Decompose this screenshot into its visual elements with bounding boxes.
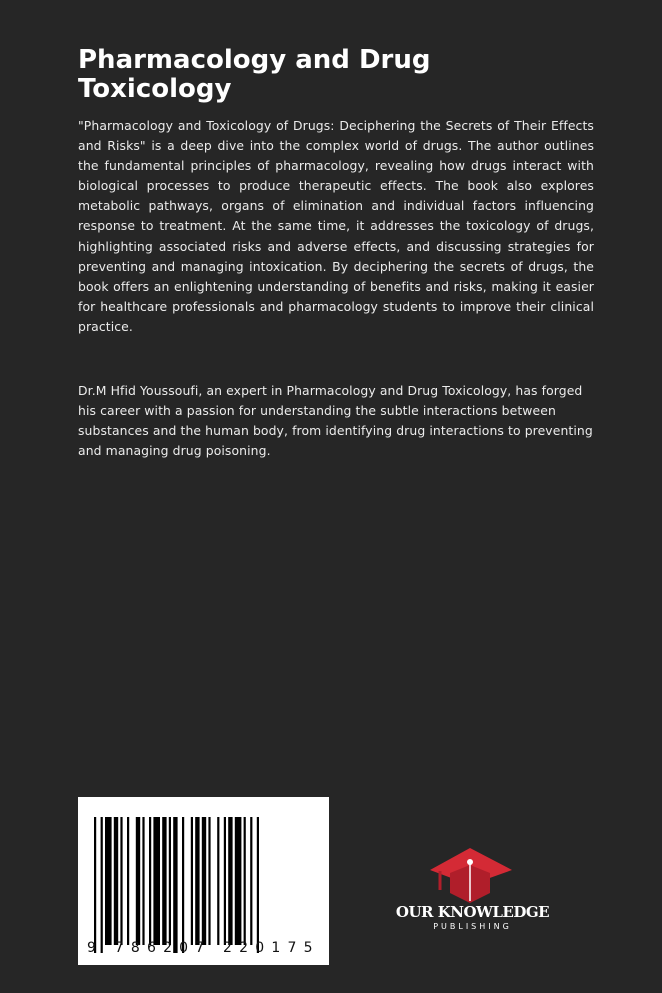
barcode-bar — [217, 817, 219, 945]
graduation-cap-icon — [385, 845, 560, 905]
barcode-bar — [182, 817, 184, 953]
publisher-subtitle: PUBLISHING — [433, 922, 512, 931]
barcode-bar — [244, 817, 246, 945]
barcode-bar — [169, 817, 171, 945]
barcode-bar — [162, 817, 166, 945]
barcode-bar — [208, 817, 210, 945]
barcode-bar — [101, 817, 103, 953]
barcode-bar — [173, 817, 177, 953]
publisher-name: OUR KNOWLEDGE — [395, 903, 550, 921]
book-title: Pharmacology and Drug Toxicology — [78, 45, 431, 104]
isbn-number: 9 786207 220175 — [87, 940, 320, 956]
barcode-bar — [191, 817, 193, 945]
publisher-logo — [385, 845, 560, 935]
barcode-bar — [105, 817, 112, 945]
isbn-barcode — [78, 797, 329, 965]
barcode-bar — [149, 817, 151, 945]
barcode-bar — [153, 817, 160, 945]
barcode-bar — [250, 817, 252, 945]
barcode-bar — [257, 817, 259, 953]
barcode-bar — [235, 817, 242, 945]
barcode-bar — [202, 817, 206, 945]
barcode-bar — [120, 817, 122, 945]
barcode-bar — [94, 817, 96, 953]
book-description: "Pharmacology and Toxicology of Drugs: Deciphering the Secrets of Their Effects and Risks" is a deep dive into the complex world of drugs. The author outlines the fundamental principles of pharmacology, revealing how drugs interact with biological processes to produce therapeutic effects. The book also explores metabolic pathways, organs of elimination and individual factors influencing response to treatment. At the same time, it addresses the toxicology of drugs, highlighting associated risks and adverse effects, and discussing strategies for preventing and managing intoxication. By deciphering the secrets of drugs, the book offers an enlightening understanding of benefits and risks, making it easier for healthcare professionals and pharmacology students to improve their clinical practice. — [78, 118, 594, 334]
barcode-bar — [136, 817, 140, 945]
author-bio: Dr.M Hfid Youssoufi, an expert in Pharmacology and Drug Toxicology, has forged his career with a passion for understanding the subtle interactions between substances and the human body, from identifying drug interactions to preventing and managing drug poisoning. — [78, 383, 593, 459]
barcode-bar — [224, 817, 226, 945]
barcode-bar — [114, 817, 118, 945]
barcode-bar — [195, 817, 199, 945]
barcode-bar — [127, 817, 129, 945]
barcode-bar — [142, 817, 144, 945]
barcode-bar — [228, 817, 232, 945]
